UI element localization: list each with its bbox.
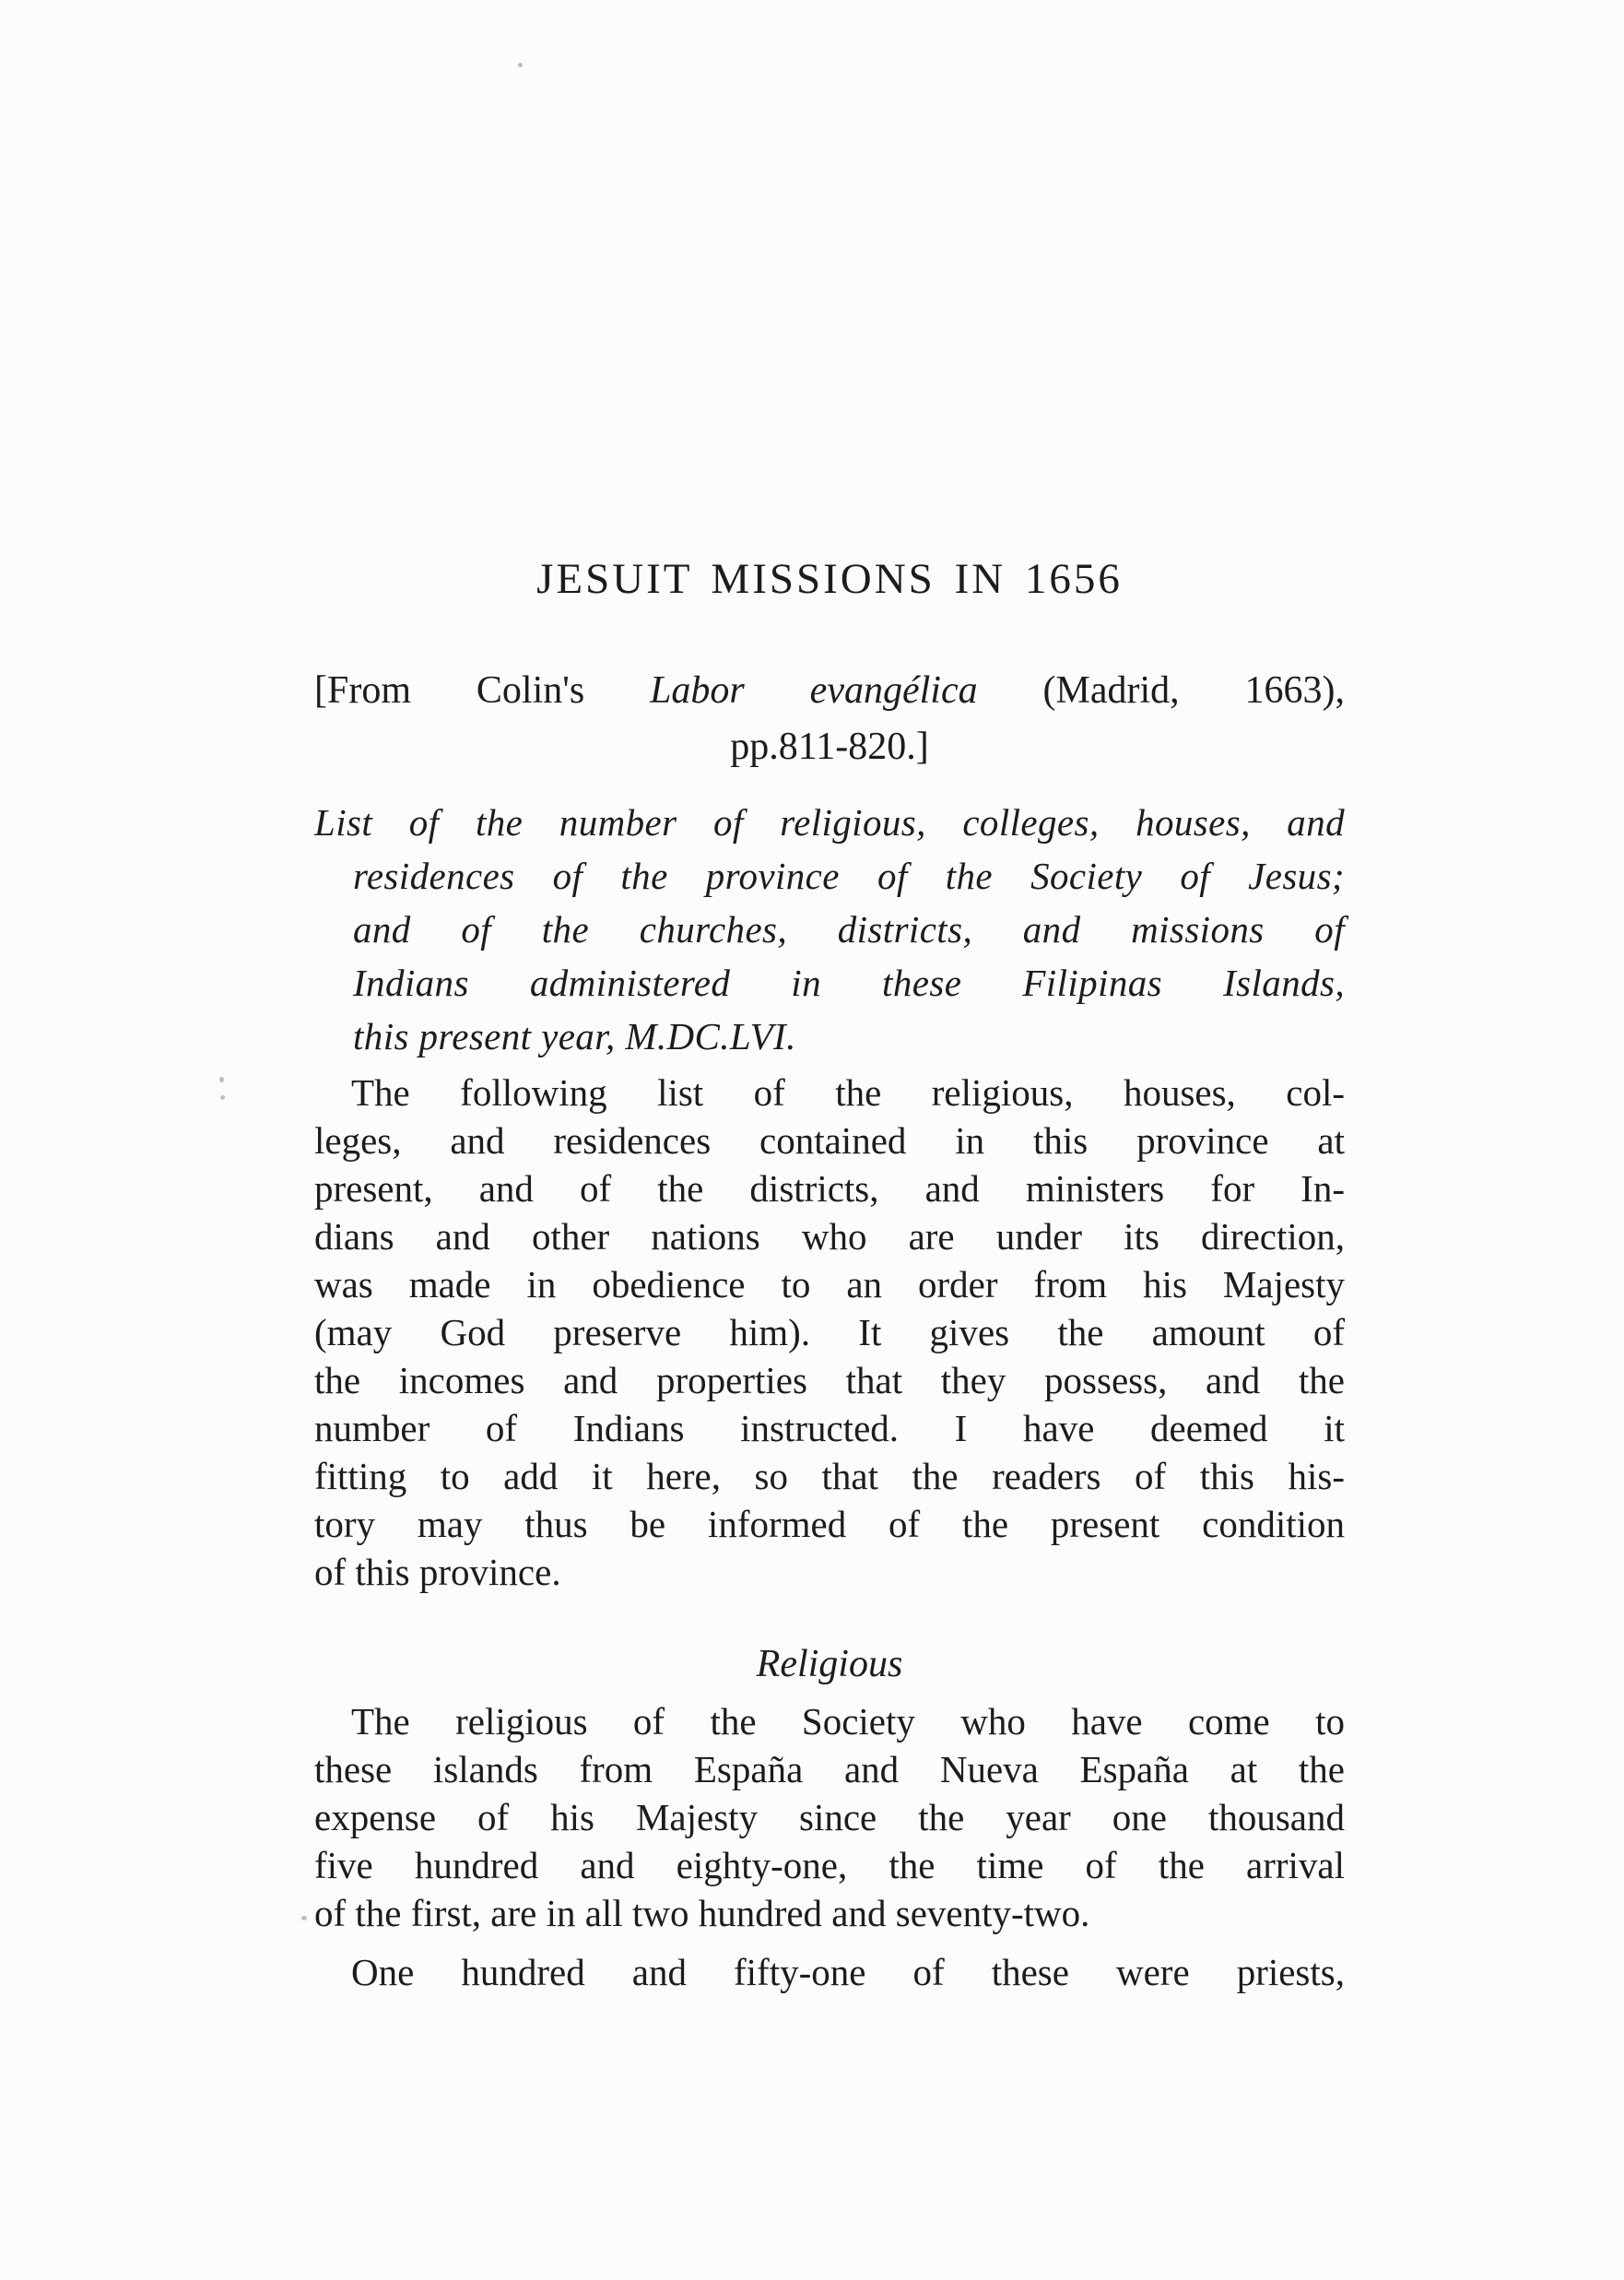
section-heading: Religious — [756, 1643, 903, 1685]
text-line: was made in obedience to an order from his Majesty — [314, 1263, 1345, 1305]
text-line: leges, and residences contained in this province at — [314, 1119, 1345, 1162]
text-line: dians and other nations who are under its direction, — [314, 1215, 1345, 1258]
text-block — [314, 554, 1345, 1996]
page-title: JESUIT MISSIONS IN 1656 — [536, 555, 1123, 603]
body-paragraph-1 — [314, 1069, 1345, 1596]
text-line: residences of the province of the Society of Jesus; — [353, 855, 1345, 897]
citation-line — [314, 663, 1345, 719]
text-line: number of Indians instructed. I have deemed it — [314, 1407, 1345, 1449]
scan-artifact — [220, 1095, 225, 1100]
scan-artifact — [518, 63, 523, 67]
text-line: this present year, M.DC.LVI. — [353, 1015, 796, 1057]
text-line: The religious of the Society who have come to — [351, 1700, 1345, 1742]
citation-work-title: Labor evangélica — [650, 669, 978, 712]
text-line: these islands from España and Nueva España at the — [314, 1748, 1345, 1790]
text-line: The following list of the religious, houses, col- — [351, 1071, 1345, 1114]
text-line: expense of his Majesty since the year one thousand — [314, 1796, 1345, 1838]
citation — [314, 663, 1345, 775]
text-line: of this province. — [314, 1551, 561, 1593]
citation-prefix: [From Colin's — [314, 669, 651, 712]
text-line: and of the churches, districts, and missions of — [353, 908, 1345, 951]
scan-artifact — [219, 1077, 224, 1082]
text-line: of the first, are in all two hundred and seventy-two. — [314, 1892, 1090, 1934]
body-paragraph-2 — [314, 1697, 1345, 1937]
text-line: fitting to add it here, so that the readers of this his- — [314, 1455, 1345, 1497]
text-line: List of the number of religious, colleges, houses, and — [314, 801, 1345, 844]
citation-suffix: (Madrid, 1663), — [977, 669, 1346, 712]
scan-artifact — [301, 1916, 307, 1920]
text-line: present, and of the districts, and ministers for In- — [314, 1167, 1345, 1210]
body-paragraph-3 — [314, 1948, 1345, 1996]
summary-paragraph — [314, 796, 1345, 1063]
citation-pages: pp.811-820.] — [730, 726, 929, 768]
text-line: five hundred and eighty-one, the time of the arrival — [314, 1844, 1345, 1886]
text-line: One hundred and fifty-one of these were priests, — [351, 1951, 1345, 1993]
text-line: the incomes and properties that they possess, and the — [314, 1359, 1345, 1401]
text-line: tory may thus be informed of the present condition — [314, 1503, 1345, 1545]
text-line: Indians administered in these Filipinas Islands, — [353, 962, 1345, 1004]
text-line: (may God preserve him). It gives the amount of — [314, 1311, 1345, 1353]
